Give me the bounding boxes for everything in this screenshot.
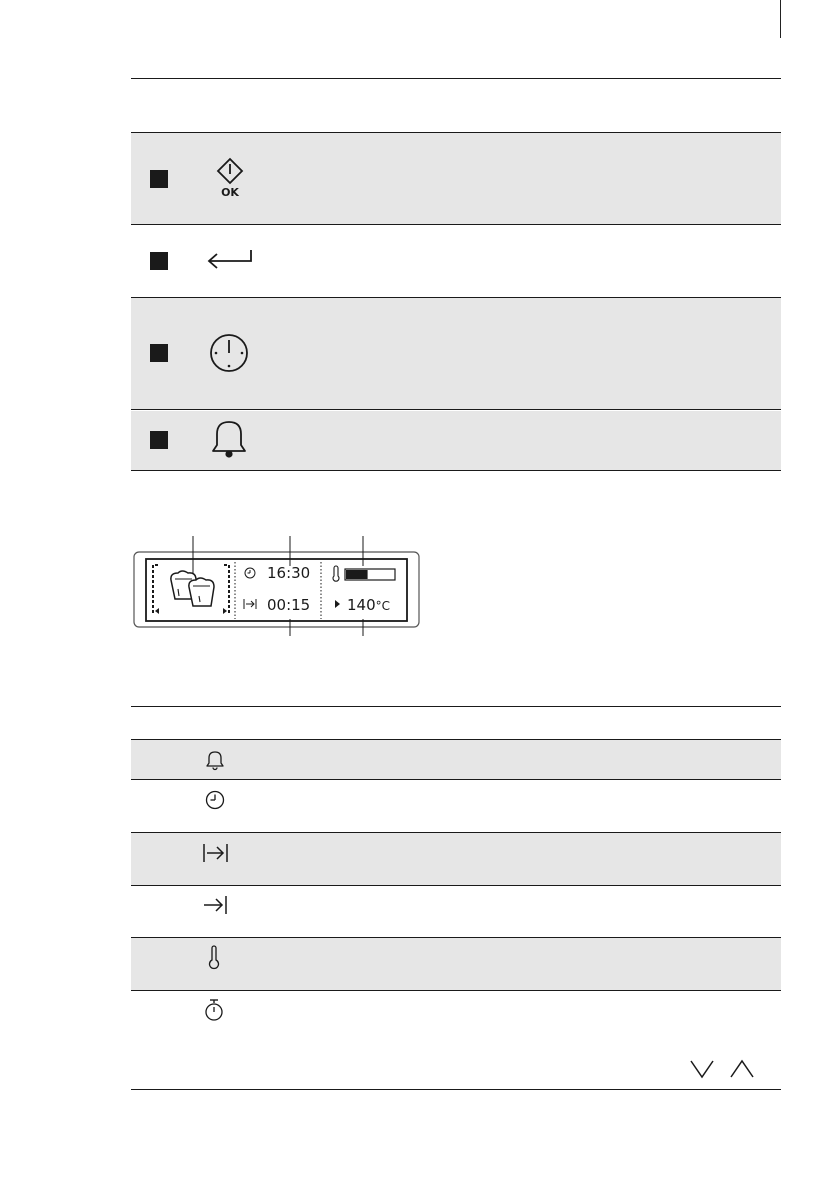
time-of-day-readout: 16:30 (267, 564, 311, 582)
table-top-border (131, 78, 781, 79)
table-divider (131, 937, 781, 938)
table-bottom-border (131, 470, 781, 471)
table-divider (131, 132, 781, 133)
thermometer-icon (205, 944, 223, 970)
display-frame (130, 536, 425, 636)
table-divider (131, 990, 781, 991)
stopwatch-icon (203, 998, 225, 1022)
top-edge-line (780, 0, 781, 38)
clock-icon (204, 789, 226, 811)
temperature-value: 140 (347, 596, 376, 614)
temperature-unit: °C (375, 599, 391, 613)
table-divider (131, 779, 781, 780)
end-time-icon (201, 894, 231, 916)
bullet-square (150, 170, 168, 188)
duration-icon (201, 842, 231, 864)
table-divider (131, 832, 781, 833)
heat-up-bar-fill (346, 570, 368, 579)
ok-start-icon (214, 157, 246, 199)
table-divider (131, 224, 781, 225)
ok-label: OK (221, 186, 239, 199)
table-row (131, 938, 781, 990)
temperature-readout (347, 596, 390, 614)
table-divider (131, 885, 781, 886)
duration-readout: 00:15 (267, 596, 311, 614)
bell-icon (204, 749, 226, 771)
table-divider (131, 739, 781, 740)
table-top-border (131, 706, 781, 707)
bell-icon (208, 417, 250, 459)
table-divider (131, 297, 781, 298)
clock-face-icon (208, 332, 250, 374)
table-divider (131, 409, 781, 410)
table-row (131, 740, 781, 780)
bullet-square (150, 344, 168, 362)
table-bottom-border (131, 1089, 781, 1090)
bullet-square (150, 431, 168, 449)
chevron-down-icon (689, 1059, 715, 1079)
back-arrow-icon (205, 247, 255, 273)
bullet-square (150, 252, 168, 270)
chevron-up-icon (729, 1059, 755, 1079)
